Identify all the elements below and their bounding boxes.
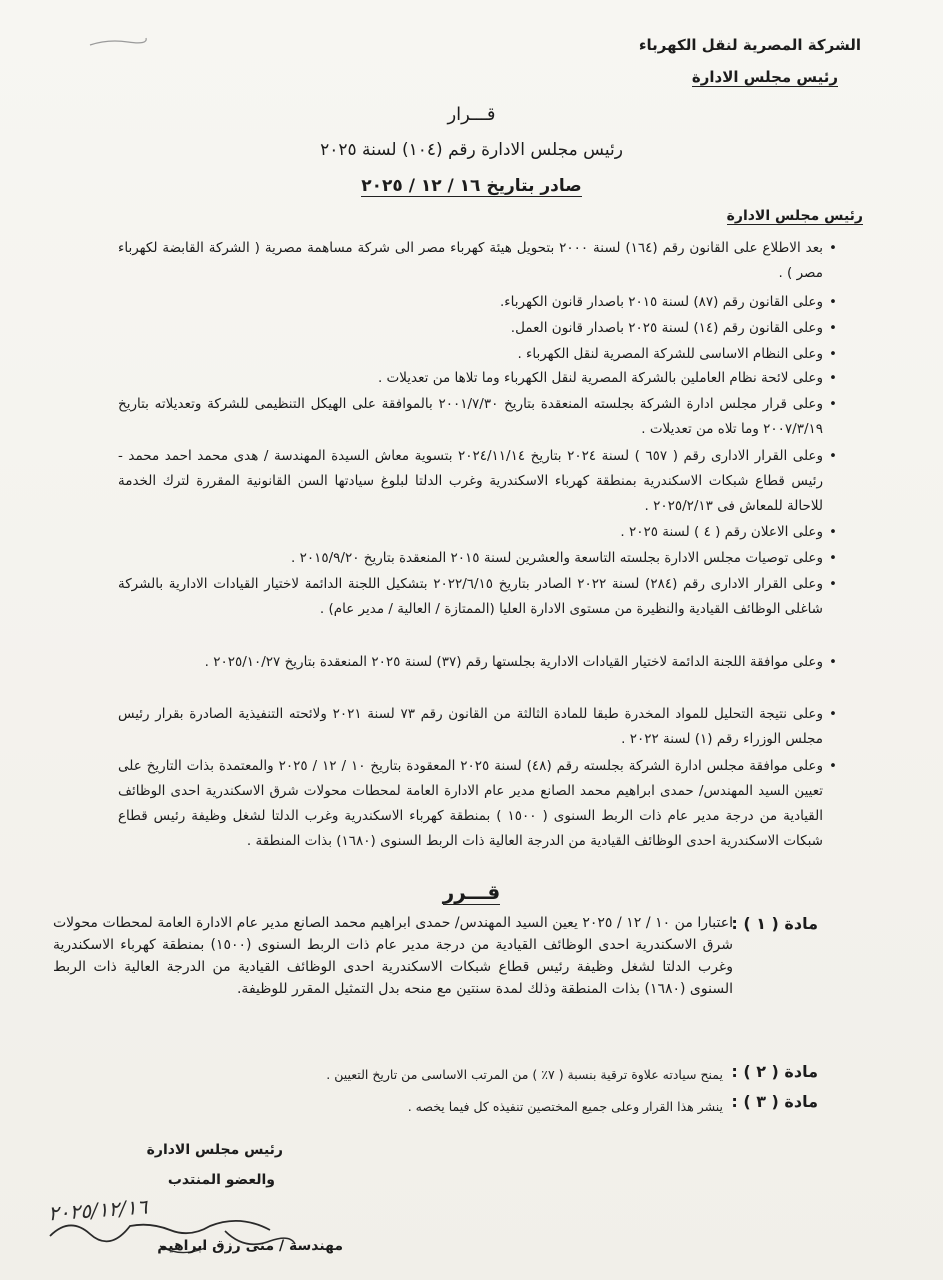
recital-text: وعلى موافقة اللجنة الدائمة لاختيار القيادات الادارية بجلستها رقم (٣٧) لسنة ٢٠٢٥ المنعقدة بتاريخ ٢٠٢٥/١٠/٢٧ . [204,654,823,670]
company-name: الشركة المصرية لنقل الكهرباء [638,36,861,54]
recital-13: • وعلى موافقة مجلس ادارة الشركة بجلسته رقم (٤٨) لسنة ٢٠٢٥ المعقودة بتاريخ ١٠ / ١٢ / ٢٠٢٥ والمعتمدة بذات التاريخ على تعيين السيد المهندس/ حمدى ابراهيم محمد الصانع مدير عام الادارة العامة لمحطات محولات شرق الاسكندرية احدى الوظائف القيادية من درجة مدير عام ذات الربط السنوى ( ١٥٠٠ ) بمنطقة كهرباء الاسكندرية وغرب الدلتا لشغل وظيفة رئيس قطاع شبكات الاسكندرية احدى الوظائف القيادية من الدرجة العالية ذات الربط السنوى (١٦٨٠) بذات المنطقة . [118,758,837,849]
recital-8: • وعلى الاعلان رقم ( ٤ ) لسنة ٢٠٢٥ . [620,524,837,540]
recital-text: وعلى القرار الادارى رقم (٢٨٤) لسنة ٢٠٢٢ الصادر بتاريخ ٢٠٢٢/٦/١٥ بتشكيل اللجنة الدائمة لاختيار القيادات الادارية بالشركة شاغلى الوظائف القيادية والنظيرة من مستوى الادارة العليا (الممتازة / العالية / مدير عام) . [118,576,823,617]
recital-text: وعلى القانون رقم (١٤) لسنة ٢٠٢٥ باصدار قانون العمل. [510,320,823,336]
recital-10: • وعلى القرار الادارى رقم (٢٨٤) لسنة ٢٠٢٢ الصادر بتاريخ ٢٠٢٢/٦/١٥ بتشكيل اللجنة الدائمة لاختيار القيادات الادارية بالشركة شاغلى الوظائف القيادية والنظيرة من مستوى الادارة العليا (الممتازة / العالية / مدير عام) . [118,576,837,617]
recital-6: • وعلى قرار مجلس ادارة الشركة بجلسته المنعقدة بتاريخ ٢٠٠١/٧/٣٠ بالموافقة على الهيكل التنظيمى للشركة وتعديلاته بتاريخ ٢٠٠٧/٣/١٩ وما تلاه من تعديلات . [118,396,837,437]
recital-text: وعلى القانون رقم (٨٧) لسنة ٢٠١٥ باصدار قانون الكهرباء. [500,294,823,310]
article-1-label: مادة ( ١ ) : [731,914,818,933]
article-3-label: مادة ( ٣ ) : [731,1092,818,1111]
recital-text: وعلى النظام الاساسى للشركة المصرية لنقل الكهرباء . [517,346,823,362]
handwritten-date: ٢٠٢٥/١٢/١٦ [47,1194,149,1226]
recital-text: وعلى لائحة نظام العاملين بالشركة المصرية لنقل الكهرباء وما تلاها من تعديلات . [377,370,823,386]
recital-text: بعد الاطلاع على القانون رقم (١٦٤) لسنة ٢٠٠٠ بتحويل هيئة كهرباء مصر الى شركة مساهمة مصرية ( الشركة القابضة لكهرباء مصر ) . [118,240,823,281]
signatory-title-2: والعضو المنتدب [167,1172,275,1188]
recital-text: وعلى نتيجة التحليل للمواد المخدرة طبقا للمادة الثالثة من القانون رقم ٧٣ لسنة ٢٠٢١ ولائحته التنفيذية الصادرة بقرار رئيس مجلس الوزراء رقم (١) لسنة ٢٠٢٢ . [118,706,824,747]
recital-12: • وعلى نتيجة التحليل للمواد المخدرة طبقا للمادة الثالثة من القانون رقم ٧٣ لسنة ٢٠٢١ ولائحته التنفيذية الصادرة بقرار رئيس مجلس الوزراء رقم (١) لسنة ٢٠٢٢ . [118,706,837,747]
handwritten-signature [40,1196,310,1266]
recital-5: • وعلى لائحة نظام العاملين بالشركة المصرية لنقل الكهرباء وما تلاها من تعديلات . [377,370,837,386]
decision-word: قـــرار [447,104,496,125]
recital-text: وعلى قرار مجلس ادارة الشركة بجلسته المنعقدة بتاريخ ٢٠٠١/٧/٣٠ بالموافقة على الهيكل التنظيمى للشركة وتعديلاته بتاريخ ٢٠٠٧/٣/١٩ وما تلاه من تعديلات . [118,396,824,437]
recital-7: • وعلى القرار الادارى رقم ( ٦٥٧ ) لسنة ٢٠٢٤ بتاريخ ٢٠٢٤/١١/١٤ بتسوية معاش السيدة المهندسة / هدى محمد احمد محمد - رئيس قطاع شبكات الاسكندرية بمنطقة كهرباء الاسكندرية وغرب الدلتا لبلوغ سيادتها السن القانونية المقررة لترك الخدمة للاحالة للمعاش فى ٢٠٢٥/٢/١٣ . [118,448,837,514]
decision-date: صادر بتاريخ ١٦ / ١٢ / ٢٠٢٥ [361,176,582,196]
decides-heading [0,880,943,904]
recital-4: • وعلى النظام الاساسى للشركة المصرية لنقل الكهرباء . [517,346,837,362]
recital-9: • وعلى توصيات مجلس الادارة بجلسته التاسعة والعشرين لسنة ٢٠١٥ المنعقدة بتاريخ ٢٠١٥/٩/٢٠ . [291,550,837,566]
pen-mark [88,36,148,48]
decides-word: قـــرر [442,880,501,904]
issuer-office: رئيس مجلس الادارة [691,68,838,86]
article-3-text: ينشر هذا القرار وعلى جميع المختصين تنفيذه كل فيما يخصه . [407,1099,723,1114]
recital-text: وعلى القرار الادارى رقم ( ٦٥٧ ) لسنة ٢٠٢٤ بتاريخ ٢٠٢٤/١١/١٤ بتسوية معاش السيدة المهندسة / هدى محمد احمد محمد - رئيس قطاع شبكات الاسكندرية بمنطقة كهرباء الاسكندرية وغرب الدلتا لبلوغ سيادتها السن القانونية المقررة لترك الخدمة للاحالة للمعاش فى ٢٠٢٥/٢/١٣ . [118,448,824,514]
signatory-name: مهندسة / منى رزق ابراهيم [157,1238,343,1254]
article-2-label: مادة ( ٢ ) : [731,1062,818,1081]
article-2-text: يمنح سيادته علاوة ترقية بنسبة ( ٧٪ ) من المرتب الاساسى من تاريخ التعيين . [326,1067,723,1082]
recital-2: • وعلى القانون رقم (٨٧) لسنة ٢٠١٥ باصدار قانون الكهرباء. [500,294,837,310]
recital-1: • بعد الاطلاع على القانون رقم (١٦٤) لسنة ٢٠٠٠ بتحويل هيئة كهرباء مصر الى شركة مساهمة مصرية ( الشركة القابضة لكهرباء مصر ) . [118,240,837,281]
recital-text: وعلى الاعلان رقم ( ٤ ) لسنة ٢٠٢٥ . [620,524,823,540]
decision-date-line [0,176,943,196]
preamble-heading: رئيس مجلس الادارة [726,208,863,224]
article-1-text: اعتبارا من ١٠ / ١٢ / ٢٠٢٥ يعين السيد المهندس/ حمدى ابراهيم محمد الصانع مدير عام الادارة العامة لمحطات محولات شرق الاسكندرية احدى الوظائف القيادية من درجة مدير عام ذات الربط السنوى (١٥٠٠) بمنطقة كهرباء الاسكندرية وغرب الدلتا لشغل وظيفة رئيس قطاع شبكات الاسكندرية احدى الوظائف القيادية من الدرجة العالية ذات الربط السنوى (١٦٨٠) بذات المنطقة وذلك لمدة سنتين مع منحه بدل التمثيل المقرر للوظيفة. [53,915,733,997]
signatory-title: رئيس مجلس الادارة [146,1142,283,1158]
recital-text: وعلى موافقة مجلس ادارة الشركة بجلسته رقم (٤٨) لسنة ٢٠٢٥ المعقودة بتاريخ ١٠ / ١٢ / ٢٠٢٥ والمعتمدة بذات التاريخ على تعيين السيد المهندس/ حمدى ابراهيم محمد الصانع مدير عام الادارة العامة لمحطات محولات شرق الاسكندرية احدى الوظائف القيادية من درجة مدير عام ذات الربط السنوى ( ١٥٠٠ ) بمنطقة كهرباء الاسكندرية وغرب الدلتا لشغل وظيفة رئيس قطاع شبكات الاسكندرية احدى الوظائف القيادية من الدرجة العالية ذات الربط السنوى (١٦٨٠) بذات المنطقة . [118,758,823,849]
recital-3: • وعلى القانون رقم (١٤) لسنة ٢٠٢٥ باصدار قانون العمل. [510,320,837,336]
decision-number-line: رئيس مجلس الادارة رقم (١٠٤) لسنة ٢٠٢٥ [320,140,623,160]
recital-11: • وعلى موافقة اللجنة الدائمة لاختيار القيادات الادارية بجلستها رقم (٣٧) لسنة ٢٠٢٥ المنعقدة بتاريخ ٢٠٢٥/١٠/٢٧ . [204,654,837,670]
recital-text: وعلى توصيات مجلس الادارة بجلسته التاسعة والعشرين لسنة ٢٠١٥ المنعقدة بتاريخ ٢٠١٥/٩/٢٠ . [291,550,823,566]
